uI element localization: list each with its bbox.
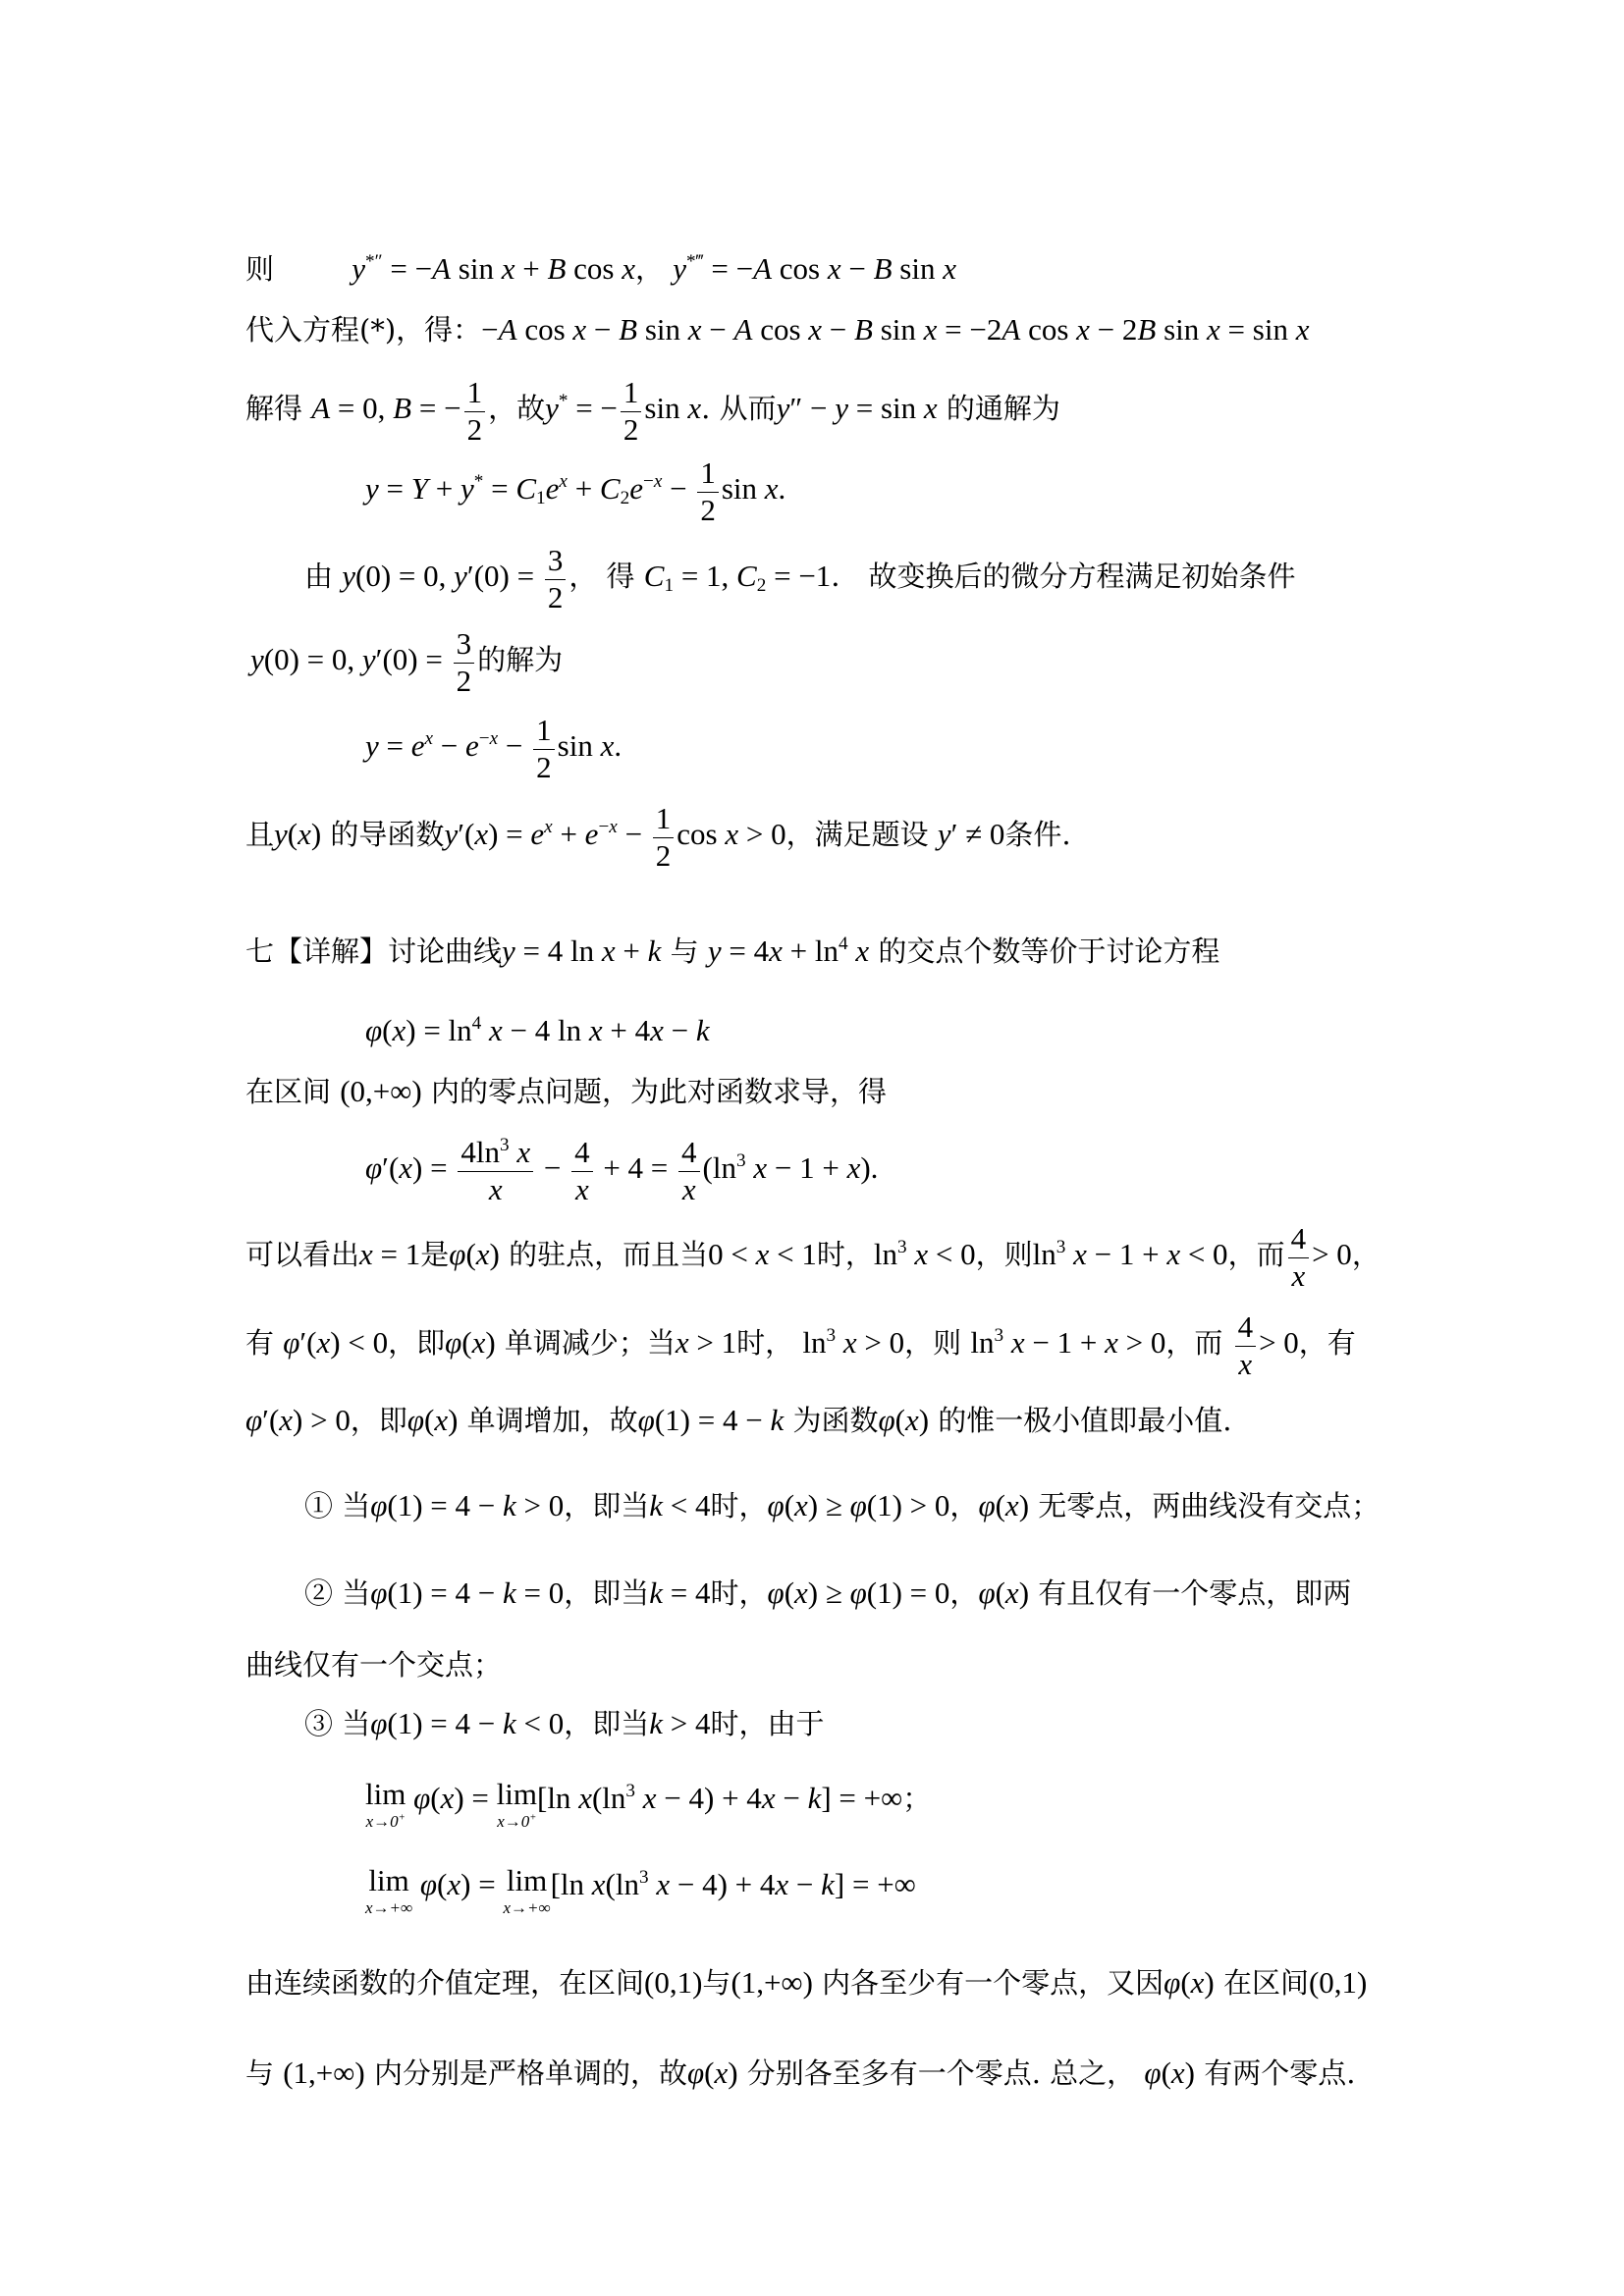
formula-phi: $\varphi(x) = \ln^4 x - 4$ ln x + 4x − k (365, 1013, 710, 1047)
text-i-e-2: ，即 (350, 1404, 407, 1437)
text-derivative: 的导函数 (330, 818, 445, 852)
text-then: ，则 (975, 1238, 1033, 1272)
text-while: ，而 (1227, 1238, 1285, 1272)
text-comma: ， (1351, 1238, 1380, 1272)
formula-a-b-values: A = 0, B = − $\frac{1}{2}$ (311, 391, 488, 425)
formula-k-lt-4: k < 4 (649, 1488, 711, 1522)
text-solution-is: 的解为 (477, 643, 564, 677)
line-3 (245, 377, 1060, 446)
text-condition: 条件. (1004, 818, 1071, 852)
line-21 (365, 1865, 916, 1916)
text-ze: 则 (245, 252, 275, 286)
text-satisfies: ，满足题设 (785, 818, 929, 852)
line-7 (365, 715, 622, 783)
formula-derivative: $y'(x) = e^x + e^{-x}$ − $\frac{1}{2}$ cos x > 0 (444, 801, 786, 873)
text-intersection: 的交点个数等价于讨论方程 (878, 934, 1220, 968)
text-thus: . 从而 (701, 392, 777, 426)
formula-y-double-prime: y*″ = −A sin x + B cos x (352, 251, 635, 286)
formula-interval-zero-inf: (0,+∞) (340, 1074, 422, 1108)
formula-sum-neg: $\ln^3 x - 1 + x < 0$ (1032, 1237, 1228, 1272)
text-strictly-monotone: 内分别是严格单调的，故 (373, 2056, 687, 2090)
text-case-1: ① 当 (304, 1489, 371, 1522)
formula-initial-conditions: y(0) = 0, y′(0) = $\frac{3}{2}$ (342, 559, 568, 593)
line-11 (245, 1072, 887, 1111)
text-so-after-transform: ． 故变换后的微分方程满足初始条件 (831, 560, 1296, 594)
formula-phi-x-6: φ(x) (978, 1575, 1030, 1610)
text-at-most-one: 分别各至多有一个零点. 总之， (746, 2056, 1136, 2090)
formula-phi-x: φ(x) (449, 1237, 500, 1272)
text-stationary: 的驻点，而且当 (509, 1238, 709, 1272)
formula-y-triple-prime: y*‴ = −A cos x − B sin x (673, 251, 956, 286)
formula-curve-2: $y = 4x + \ln^4 x$ (707, 934, 870, 968)
line-16 (304, 1486, 1380, 1525)
formula-k-eq-4: k = 4 (649, 1575, 711, 1610)
text-when-2: 时， (736, 1326, 794, 1361)
formula-sum-pos: $\ln^3 x - 1 + x > 0$ (970, 1325, 1166, 1361)
text-from: 由 (304, 560, 334, 594)
text-decreasing: 单调减少；当 (504, 1326, 676, 1361)
text-when-3: 时， (710, 1489, 768, 1522)
text-i-e-when-2: ，即当 (564, 1576, 650, 1610)
text-for-function: 为函数 (792, 1404, 879, 1437)
formula-k-gt-4: k > 4 (649, 1706, 711, 1740)
formula-yx: y(x) (274, 817, 322, 852)
line-9 (245, 932, 1219, 971)
formula-limit-infinity: lim x→+∞ φ(x) = lim x→+∞ [ln $x(\ln^3$ x − 4) + 4x − k] = +∞ (365, 1863, 916, 1917)
formula-case-1-cond: φ(1) = 4 − k > 0 (370, 1488, 565, 1522)
text-see: 可以看出 (245, 1238, 360, 1272)
formula-phi-x-7: φ(x) (1164, 1965, 1215, 2000)
formula-limit-zero: lim x→0+ φ(x) = lim x→0+ [ln $x(\ln^3$ x − 4) + 4x − k] = +∞ (365, 1777, 903, 1831)
text-substitute: 代入方程(*)，得： (245, 313, 482, 347)
text-when-4: 时， (710, 1576, 768, 1610)
text-ivt: 由连续函数的介值定理，在区间 (245, 1966, 645, 2000)
text-comma-3: ， (949, 1576, 979, 1610)
text-no-zero: 无零点，两曲线没有交点； (1038, 1489, 1380, 1522)
line-19 (304, 1704, 825, 1743)
line-15 (245, 1401, 1231, 1440)
text-on-interval: 在区间 (245, 1075, 332, 1108)
formula-general-solution: $y = Y + y^* = C_1e^x + C_2e^{-x}$ − $\frac{1}{2}$ sin x. (365, 455, 786, 527)
line-14 (245, 1311, 1356, 1380)
line-23 (245, 2054, 1355, 2093)
formula-particular-solution: $y = e^x - e^{-x}$ − $\frac{1}{2}$ sin x. (365, 713, 623, 784)
text-at-least-one: 内各至少有一个零点，又因 (822, 1966, 1164, 2000)
formula-phi-x-3: φ(x) (406, 1403, 459, 1437)
formula-interval-1-inf-a: (1,+∞) (731, 1965, 813, 2000)
text-separator: ， (634, 252, 664, 286)
text-hence: ，故 (488, 392, 546, 426)
text-i-e: ，即 (388, 1326, 446, 1361)
formula-phi-prime-neg: φ′(x) < 0 (283, 1325, 389, 1361)
formula-interval-0-1-a: (0,1) (644, 1965, 703, 2000)
line-12 (365, 1137, 878, 1205)
text-one-intersection: 曲线仅有一个交点； (245, 1648, 503, 1682)
formula-phi-x-9: φ(x) (1144, 2056, 1195, 2090)
formula-4-over-x-pos: $\frac{4}{x}$ > 0 (1285, 1237, 1352, 1271)
formula-particular: y* = − $\frac{1}{2}$ sin x (545, 375, 702, 447)
line-22 (245, 1963, 1367, 2002)
text-increasing: 单调增加，故 (466, 1404, 638, 1437)
text-semicolon: ； (902, 1782, 932, 1815)
formula-interval-0-1-b: (0,1) (1308, 1965, 1368, 2000)
text-and-2: 与 (702, 1966, 731, 2000)
formula-constants: $C_1 = 1$, $C_2 = -1$ (643, 559, 832, 596)
line-20 (365, 1779, 931, 1830)
text-case-3: ③ 当 (304, 1707, 371, 1740)
formula-phi-x-2: φ(x) (445, 1325, 496, 1361)
text-and: 且 (245, 818, 275, 852)
formula-initial-conditions-2: y(0) = 0, y′(0) = $\frac{3}{2}$ (250, 642, 477, 676)
text-zero-problem: 内的零点问题，为此对函数求导，得 (430, 1075, 887, 1108)
line-18 (245, 1645, 502, 1684)
formula-phi-prime: φ′(x) = $\frac{4\ln^3 x}{x}$ − $\frac{4}{x}$ + 4 = $\frac{4}{x}$ ($\ln^3$ x − 1 + x). (365, 1135, 879, 1206)
text-two-zeros: 有两个零点. (1204, 2056, 1356, 2090)
formula-case-2-cond: φ(1) = 4 − k = 0 (370, 1575, 565, 1610)
line-13 (245, 1223, 1380, 1292)
formula-phi-1: φ(1) = 4 − k (637, 1403, 785, 1437)
text-minimum: 的惟一极小值即最小值. (938, 1404, 1232, 1437)
line-17 (304, 1574, 1351, 1613)
formula-phi-x-4: φ(x) (878, 1403, 930, 1437)
formula-curve-1: y = 4 ln x + k (502, 934, 662, 968)
formula-ode: y″ − y = sin x (776, 391, 938, 426)
text-section-seven: 七【详解】讨论曲线 (245, 934, 503, 968)
formula-case-3-cond: φ(1) = 4 − k < 0 (370, 1706, 565, 1740)
line-10 (365, 1011, 710, 1050)
text-case-2: ② 当 (304, 1576, 371, 1610)
text-solve: 解得 (245, 392, 303, 426)
line-8 (245, 803, 1071, 872)
formula-ln3-pos: $\ln^3 x > 0$ (802, 1325, 905, 1361)
formula-ln3-neg: $\ln^3 x < 0$ (873, 1237, 976, 1272)
formula-y-prime-nonzero: y′ ≠ 0 (937, 817, 1005, 852)
text-have: 有 (245, 1326, 275, 1361)
text-i-e-when-3: ，即当 (564, 1707, 650, 1740)
text-i-e-when: ，即当 (564, 1489, 650, 1522)
line-6 (250, 628, 563, 697)
formula-phi-x-5: φ(x) (978, 1488, 1030, 1522)
text-comma-2: ， (949, 1489, 979, 1522)
text-because: 时，由于 (710, 1707, 825, 1740)
text-have-2: ，有 (1298, 1326, 1356, 1361)
text-general-solution: 的通解为 (946, 392, 1060, 426)
formula-4-over-x-pos-2: $\frac{4}{x}$ > 0 (1232, 1325, 1299, 1360)
formula-x-gt-1: x > 1 (675, 1325, 737, 1361)
line-2 (245, 310, 1309, 349)
text-and-3: 与 (245, 2056, 275, 2090)
text-when: 时， (816, 1238, 874, 1272)
text-in-interval: 在区间 (1222, 1966, 1309, 2000)
text-is: 是 (420, 1238, 450, 1272)
formula-phi-ge-pos: φ(x) ≥ φ(1) > 0 (767, 1488, 950, 1522)
text-with: 与 (670, 934, 699, 968)
formula-interval-0-1: 0 < x < 1 (708, 1237, 817, 1272)
text-get: ， 得 (568, 560, 635, 594)
text-then-2: ，则 (904, 1326, 962, 1361)
formula-x-eq-1: x = 1 (359, 1237, 421, 1272)
text-one-zero: 有且仅有一个零点，即两 (1038, 1576, 1352, 1610)
formula-substituted: −A cos x − B sin x − A cos x − B sin x = −2A cos x − 2B sin x = sin x (481, 312, 1310, 347)
formula-interval-1-inf-b: (1,+∞) (283, 2056, 365, 2090)
line-5 (304, 545, 1296, 614)
text-while-2: ，而 (1165, 1326, 1223, 1361)
formula-phi-prime-pos: φ′(x) > 0 (245, 1403, 351, 1437)
line-1 (245, 249, 956, 289)
formula-phi-x-8: φ(x) (686, 2056, 738, 2090)
formula-phi-ge-zero: φ(x) ≥ φ(1) = 0 (767, 1575, 950, 1610)
line-4 (365, 457, 785, 526)
